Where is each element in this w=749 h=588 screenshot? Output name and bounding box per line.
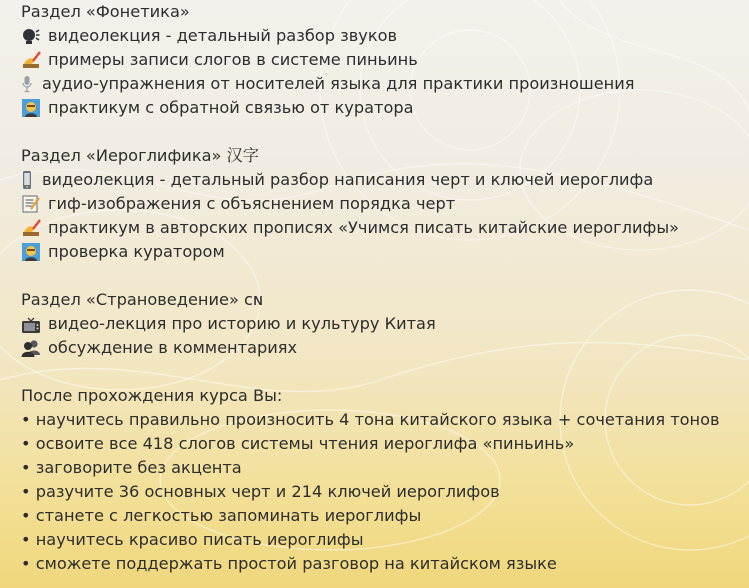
spacer — [21, 264, 746, 288]
teacher-icon — [21, 242, 41, 262]
list-item — [21, 552, 746, 576]
section-hieroglyphics-title: Раздел «Иероглифика» 汉字 — [21, 146, 259, 165]
list-item — [21, 312, 746, 336]
list-item — [21, 48, 746, 72]
item-text: обсуждение в комментариях — [48, 338, 298, 357]
item-text: видеолекция - детальный разбор написания черт и ключей иероглифа — [42, 170, 654, 189]
list-item — [21, 96, 746, 120]
spacer — [21, 120, 746, 144]
section-country-studies-title: Раздел «Страноведение» ᴄɴ — [21, 290, 264, 309]
bullet: • — [21, 410, 31, 429]
busts-icon — [21, 338, 41, 358]
item-text: разучите 36 основных черт и 214 ключей иероглифов — [35, 482, 500, 501]
writing-hand-icon — [21, 218, 41, 238]
memo-icon — [21, 194, 41, 214]
list-item — [21, 216, 746, 240]
list-item — [21, 72, 746, 96]
item-text: примеры записи слогов в системе пиньинь — [48, 50, 418, 69]
bullet: • — [21, 458, 31, 477]
list-item — [21, 24, 746, 48]
item-text: научитесь правильно произносить 4 тона китайского языка + сочетания тонов — [35, 410, 720, 429]
teacher-icon — [21, 98, 41, 118]
item-text: видеолекция - детальный разбор звуков — [48, 26, 398, 45]
list-item — [21, 240, 746, 264]
bullet: • — [21, 434, 31, 453]
item-text: сможете поддержать простой разговор на китайском языке — [35, 554, 557, 573]
list-item — [21, 408, 746, 432]
writing-hand-icon — [21, 50, 41, 70]
spacer — [21, 360, 746, 384]
list-item — [21, 528, 746, 552]
bullet: • — [21, 482, 31, 501]
bullet: • — [21, 530, 31, 549]
bullet: • — [21, 554, 31, 573]
section-phonetics-title: Раздел «Фонетика» — [21, 2, 190, 21]
list-item — [21, 336, 746, 360]
list-item — [21, 504, 746, 528]
outcomes-title: После прохождения курса Вы: — [21, 386, 283, 405]
item-text: аудио-упражнения от носителей языка для практики произношения — [42, 74, 635, 93]
mobile-phone-icon — [21, 170, 33, 190]
item-text: научитесь красиво писать иероглифы — [35, 530, 364, 549]
item-text: освоите все 418 слогов системы чтения иероглифа «пиньинь» — [35, 434, 575, 453]
item-text: станете с легкостью запоминать иероглифы — [35, 506, 422, 525]
item-text: практикум в авторских прописях «Учимся писать китайские иероглифы» — [48, 218, 680, 237]
item-text: видео-лекция про историю и культуру Китая — [48, 314, 436, 333]
television-icon — [21, 314, 41, 334]
list-item — [21, 456, 746, 480]
microphone-icon — [21, 74, 33, 94]
bullet: • — [21, 506, 31, 525]
item-text: проверка куратором — [48, 242, 225, 261]
list-item — [21, 192, 746, 216]
item-text: заговорите без акцента — [35, 458, 242, 477]
item-text: практикум с обратной связью от куратора — [48, 98, 414, 117]
course-description — [21, 0, 746, 576]
list-item — [21, 168, 746, 192]
list-item — [21, 480, 746, 504]
speaking-head-icon — [21, 26, 41, 46]
list-item — [21, 432, 746, 456]
item-text: гиф-изображения с объяснением порядка черт — [48, 194, 456, 213]
